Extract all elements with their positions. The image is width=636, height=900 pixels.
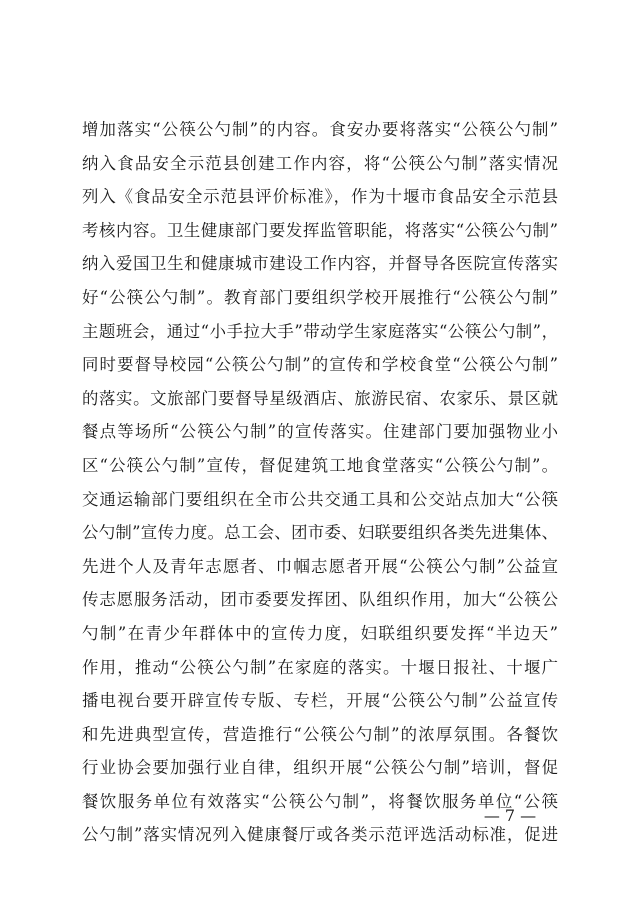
text-line: 列入《食品安全示范县评价标准》，作为十堰市食品安全示范县: [82, 187, 558, 207]
text-line: 主题班会，通过“小手拉大手”带动学生家庭落实“公筷公勺制”，: [82, 321, 558, 341]
text-line: 的落实。文旅部门要督导星级酒店、旅游民宿、农家乐、景区就: [82, 388, 558, 408]
text-line: 先进个人及青年志愿者、巾帼志愿者开展“公筷公勺制”公益宣: [82, 556, 558, 576]
text-line: 纳入食品安全示范县创建工作内容，将“公筷公勺制”落实情况: [82, 153, 558, 173]
text-line: 行业协会要加强行业自律，组织开展“公筷公勺制”培训，督促: [82, 758, 558, 778]
text-line: 交通运输部门要组织在全市公共交通工具和公交站点加大“公筷: [82, 489, 558, 509]
page-number: — 7 —: [483, 806, 537, 825]
text-line: 餐饮服务单位有效落实“公筷公勺制”，将餐饮服务单位“公筷: [82, 791, 558, 811]
text-line: 考核内容。卫生健康部门要发挥监管职能，将落实“公筷公勺制”: [82, 220, 558, 240]
text-line: 播电视台要开辟宣传专版、专栏，开展“公筷公勺制”公益宣传: [82, 691, 558, 711]
text-line: 公勺制”宣传力度。总工会、团市委、妇联要组织各类先进集体、: [82, 523, 558, 543]
text-line: 传志愿服务活动，团市委要发挥团、队组织作用，加大“公筷公: [82, 590, 558, 610]
text-line: 纳入爱国卫生和健康城市建设工作内容，并督导各医院宣传落实: [82, 254, 558, 274]
text-line: 勺制”在青少年群体中的宣传力度，妇联组织要发挥“半边天”: [82, 623, 558, 643]
text-line: 餐点等场所“公筷公勺制”的宣传落实。住建部门要加强物业小: [82, 422, 558, 442]
text-line: 作用，推动“公筷公勺制”在家庭的落实。十堰日报社、十堰广: [82, 657, 558, 677]
text-line: 好“公筷公勺制”。教育部门要组织学校开展推行“公筷公勺制”: [82, 287, 558, 307]
text-line: 公勺制”落实情况列入健康餐厅或各类示范评选活动标准，促进: [82, 825, 558, 845]
body-text: [82, 113, 558, 852]
text-line: 增加落实“公筷公勺制”的内容。食安办要将落实“公筷公勺制”: [82, 120, 558, 139]
text-line: 区“公筷公勺制”宣传，督促建筑工地食堂落实“公筷公勺制”。: [82, 455, 558, 475]
text-line: 同时要督导校园“公筷公勺制”的宣传和学校食堂“公筷公勺制”: [82, 355, 558, 375]
text-line: 和先进典型宣传，营造推行“公筷公勺制”的浓厚氛围。各餐饮: [82, 724, 558, 744]
